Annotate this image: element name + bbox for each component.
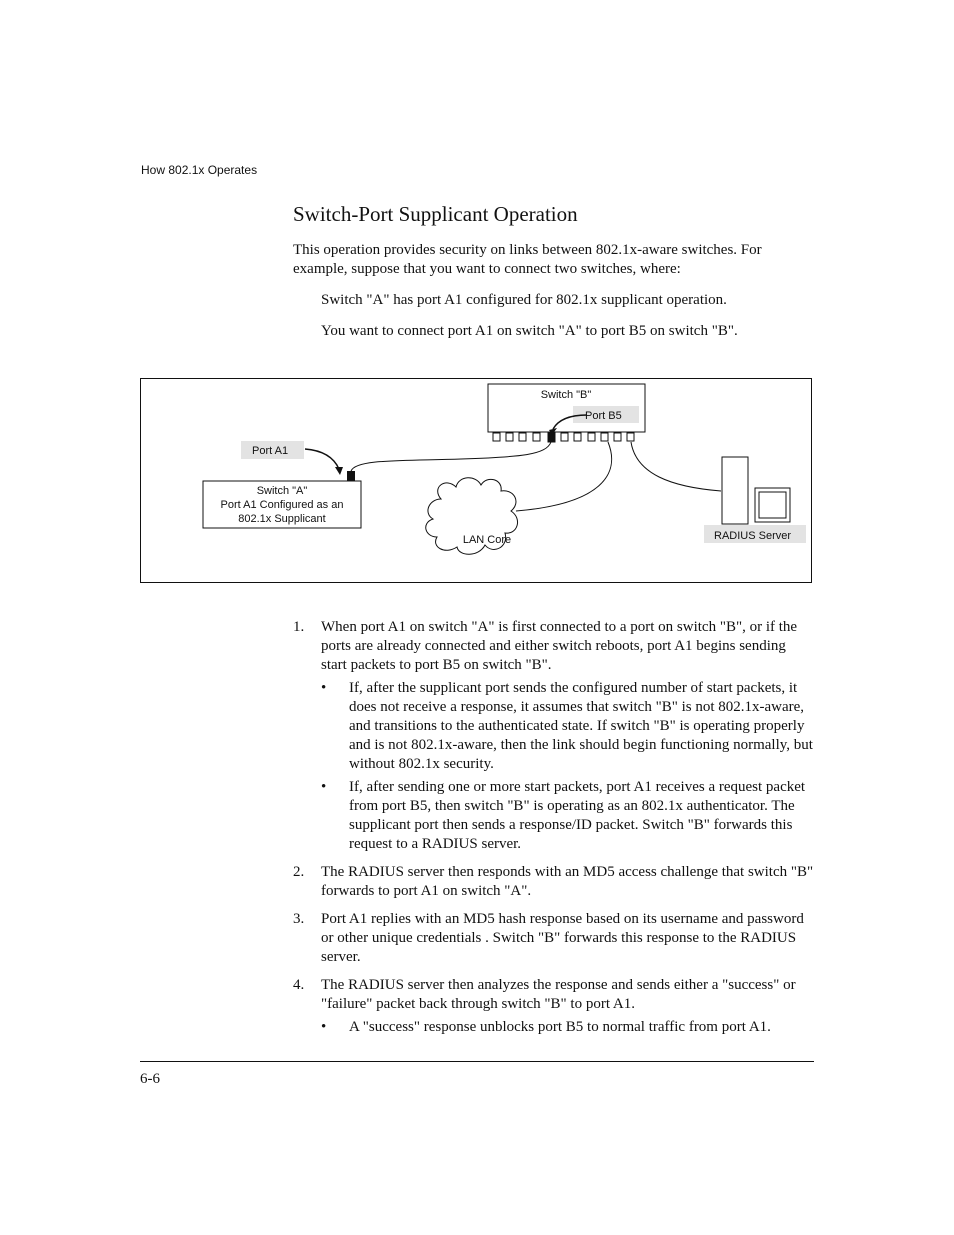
step-text: The RADIUS server then responds with an MD5 access challenge that switch "B" forwards to port A1 on switch "A". (321, 864, 814, 899)
cable-b-lan (516, 442, 612, 511)
port (601, 433, 608, 441)
condition-1: Switch "A" has port A1 configured for 802.1x supplicant operation. (321, 292, 727, 308)
port (506, 433, 513, 441)
port-b5-label: Port B5 (585, 410, 622, 422)
port (519, 433, 526, 441)
port-a1 (347, 471, 355, 481)
radius-label: RADIUS Server (714, 530, 792, 542)
step-1-bullet-2 (321, 778, 815, 854)
steps-list (293, 618, 815, 1046)
port (627, 433, 634, 441)
bullet-icon: • (321, 680, 327, 696)
port (533, 433, 540, 441)
switch-b-label: Switch "B" (540, 389, 592, 401)
cable-b-radius (631, 442, 721, 491)
bullet-text: A "success" response unblocks port B5 to normal traffic from port A1. (349, 1019, 771, 1035)
running-head: How 802.1x Operates (141, 163, 258, 177)
lan-core-label: LAN Core (462, 534, 512, 546)
port (493, 433, 500, 441)
port (561, 433, 568, 441)
step-number: 3. (293, 911, 305, 927)
monitor-screen (759, 492, 786, 518)
bullet-text: If, after sending one or more start packets, port A1 receives a request packet from port B5, then switch "B" is operating as an 802.1x authenticator. The supplicant port then sends a response/ID packet. Switch "B" forwards this request to a RADIUS server. (349, 779, 806, 852)
intro-paragraph: This operation provides security on links between 802.1x-aware switches. For example, suppose that you want to connect two switches, where: (293, 242, 762, 277)
bullet-icon: • (321, 1019, 327, 1035)
bullet-text: If, after the supplicant port sends the configured number of start packets, it does not receive a response, it assumes that switch "B" is not 802.1x-aware, and transitions to the authenticated state. If switch "B" is operating properly and is not 802.1x-aware, then the link should begin functioning normally, but without 802.1x security. (349, 680, 813, 772)
step-4-bullet-1 (321, 1018, 815, 1037)
step-1 (293, 618, 815, 854)
diagram-canvas (141, 379, 813, 584)
network-diagram (140, 378, 812, 583)
port-a1-label: Port A1 (252, 445, 289, 457)
server-tower-icon (722, 457, 748, 524)
cable-a1-b5 (351, 442, 551, 471)
step-number: 1. (293, 619, 305, 635)
condition-2: You want to connect port A1 on switch "A" to port B5 on switch "B". (321, 323, 738, 339)
step-text: Port A1 replies with an MD5 hash response based on its username and password or other unique credentials . Switch "B" forwards this response to the RADIUS server. (321, 911, 804, 965)
step-4 (293, 976, 815, 1037)
step-number: 4. (293, 977, 305, 993)
step-text: The RADIUS server then analyzes the response and sends either a "success" or "failure" packet back through switch "B" to port A1. (321, 977, 796, 1012)
step-1-bullet-1 (321, 679, 815, 774)
switch-a-line-2: Port A1 Configured as an (220, 499, 344, 511)
port-a1-arrow (305, 449, 339, 469)
switch-a-line-1: Switch "A" (256, 485, 308, 497)
switch-b-ports (493, 432, 634, 442)
port (614, 433, 621, 441)
port (588, 433, 595, 441)
port (574, 433, 581, 441)
step-3 (293, 910, 815, 967)
bullet-icon: • (321, 779, 327, 795)
step-number: 2. (293, 864, 305, 880)
section-title: Switch-Port Supplicant Operation (293, 202, 578, 226)
step-text: When port A1 on switch "A" is first connected to a port on switch "B", or if the ports are already connected and either switch reboots, port A1 begins sending start packets to port B5 on switch "B". (321, 619, 798, 673)
switch-a-line-3: 802.1x Supplicant (238, 513, 326, 525)
footer-rule (140, 1061, 814, 1062)
page-number: 6-6 (140, 1071, 160, 1087)
step-2 (293, 863, 815, 901)
arrow-head-icon (335, 467, 343, 475)
